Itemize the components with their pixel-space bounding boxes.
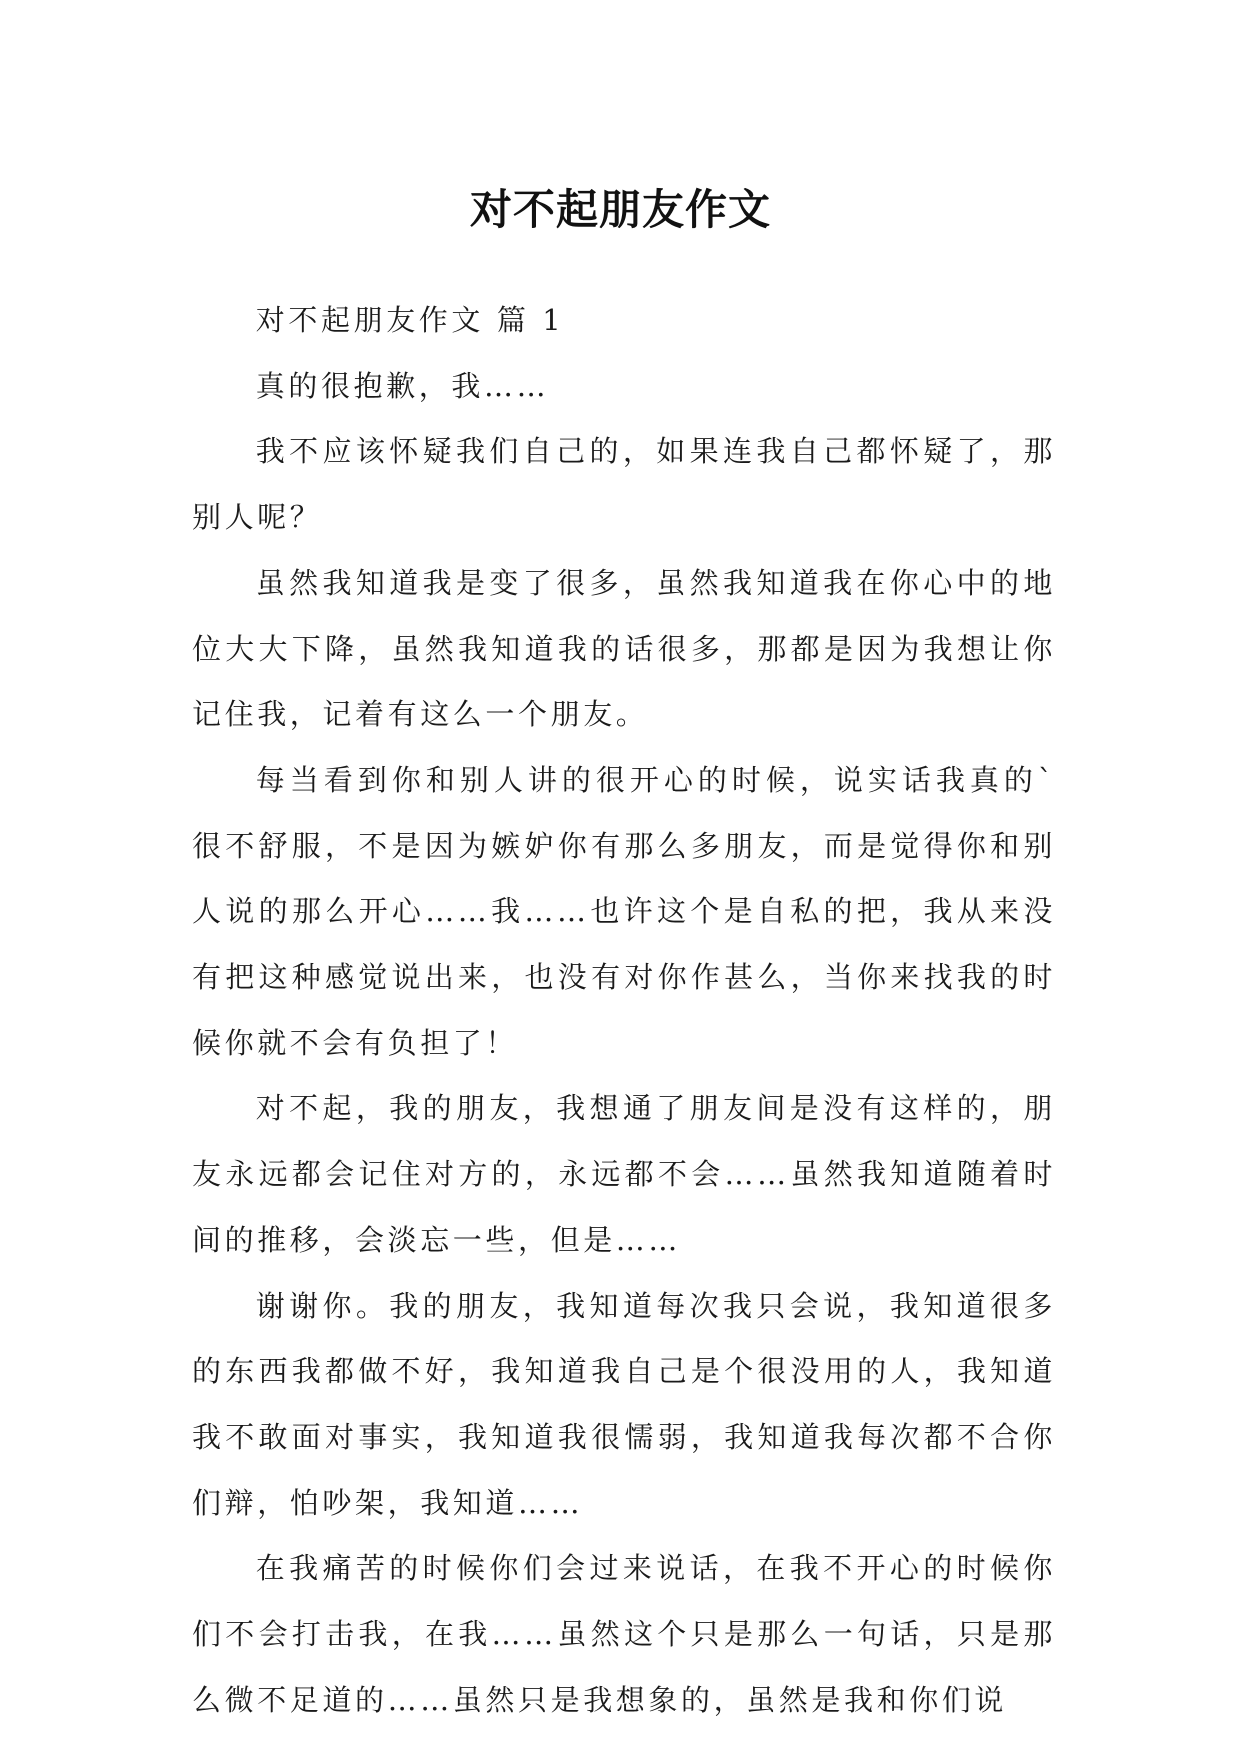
paragraph: 谢谢你。我的朋友，我知道每次我只会说，我知道很多的东西我都做不好，我知道我自己是个很没用的人，我知道我不敢面对事实，我知道我很懦弱，我知道我每次都不合你们辩，怕吵架，我知道…… [192, 1288, 1056, 1520]
paragraph: 每当看到你和别人讲的很开心的时候，说实话我真的`很不舒服，不是因为嫉妒你有那么多朋友，而是觉得你和别人说的那么开心……我……也许这个是自私的把，我从来没有把这种感觉说出来，也没有对你作甚么，当你来找我的时候你就不会有负担了！ [192, 762, 1056, 1060]
paragraph: 真的很抱歉，我…… [255, 368, 550, 403]
paragraph: 在我痛苦的时候你们会过来说话，在我不开心的时候你们不会打击我，在我……虽然这个只是那么一句话，只是那么微不足道的……虽然只是我想象的，虽然是我和你们说 [192, 1551, 1056, 1717]
document-title: 对不起朋友作文 [469, 185, 771, 235]
paragraph: 对不起朋友作文 篇 1 [255, 303, 565, 337]
document-body [192, 288, 1056, 1733]
paragraph: 我不应该怀疑我们自己的，如果连我自己都怀疑了，那别人呢？ [192, 434, 1056, 535]
paragraph: 虽然我知道我是变了很多，虽然我知道我在你心中的地位大大下降，虽然我知道我的话很多，那都是因为我想让你记住我，记着有这么一个朋友。 [192, 565, 1056, 732]
paragraph: 对不起，我的朋友，我想通了朋友间是没有这样的，朋友永远都会记住对方的，永远都不会……虽然我知道随着时间的推移，会淡忘一些，但是…… [192, 1091, 1056, 1257]
